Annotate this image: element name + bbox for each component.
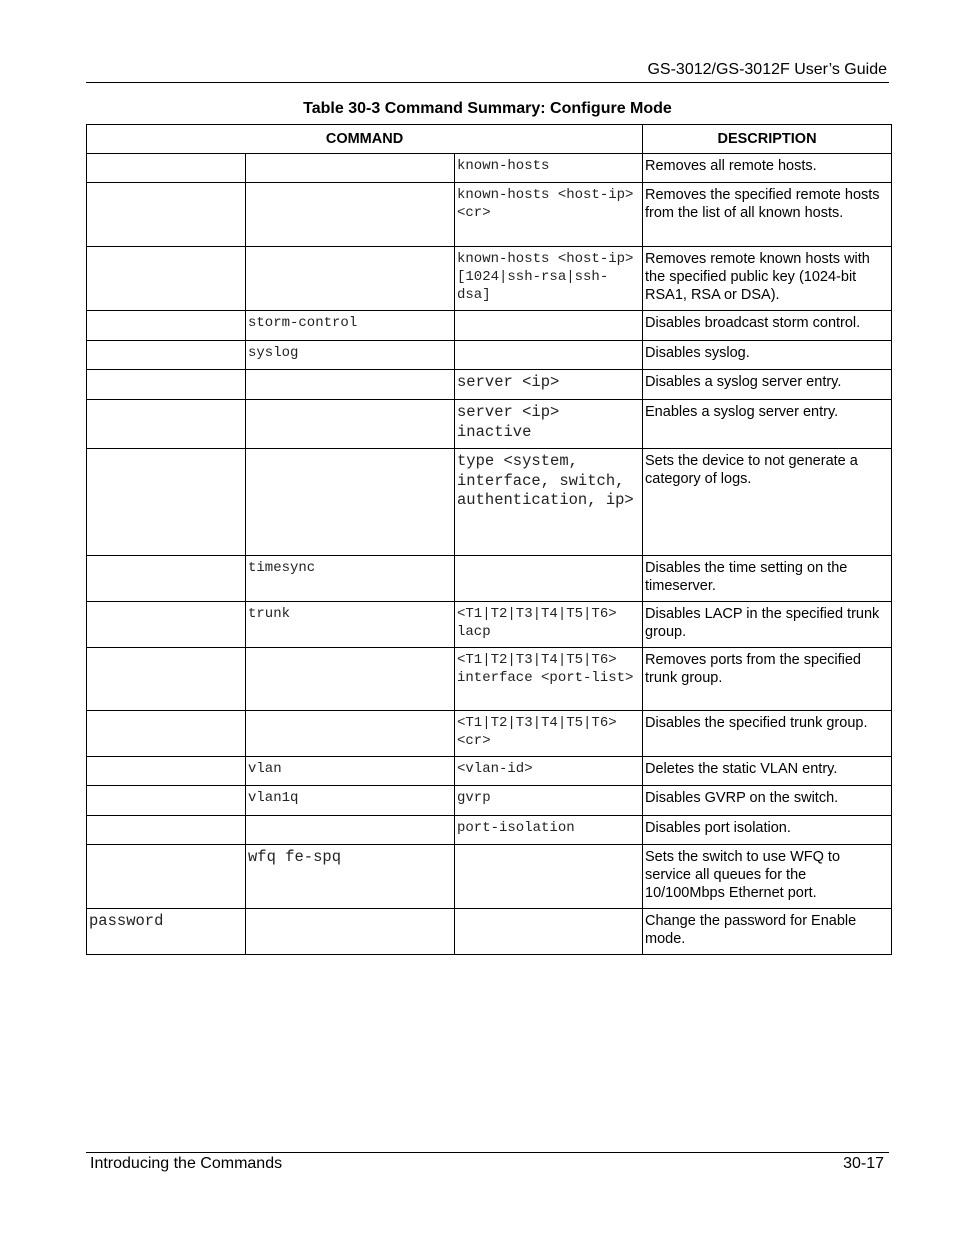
description-cell: Disables broadcast storm control. <box>643 311 892 341</box>
command-level-3-cell: known-hosts <host-ip> [1024|ssh-rsa|ssh-dsa] <box>455 247 643 311</box>
command-level-1-cell <box>87 449 246 556</box>
table-row <box>87 786 892 816</box>
footer-page-number: 30-17 <box>843 1155 884 1172</box>
table-row <box>87 341 892 370</box>
command-level-1-cell <box>87 370 246 400</box>
command-level-3-cell <box>455 311 643 341</box>
command-level-3-cell: <T1|T2|T3|T4|T5|T6> lacp <box>455 602 643 648</box>
command-level-2-cell: storm-control <box>246 311 455 341</box>
command-level-2-cell <box>246 909 455 955</box>
document-header-title: GS-3012/GS-3012F User’s Guide <box>647 61 887 78</box>
command-level-1-cell <box>87 816 246 845</box>
description-cell: Disables syslog. <box>643 341 892 370</box>
command-level-2-cell <box>246 711 455 757</box>
command-level-2-cell: vlan <box>246 757 455 786</box>
command-level-1-cell: password <box>87 909 246 955</box>
command-level-2-cell <box>246 247 455 311</box>
description-cell: Enables a syslog server entry. <box>643 400 892 449</box>
description-cell: Change the password for Enable mode. <box>643 909 892 955</box>
command-summary-table <box>86 124 892 955</box>
description-cell: Disables the specified trunk group. <box>643 711 892 757</box>
description-cell: Removes the specified remote hosts from the list of all known hosts. <box>643 183 892 247</box>
command-level-1-cell <box>87 154 246 183</box>
command-level-2-cell: syslog <box>246 341 455 370</box>
table-row <box>87 845 892 909</box>
description-cell: Sets the switch to use WFQ to service all queues for the 10/100Mbps Ethernet port. <box>643 845 892 909</box>
command-level-1-cell <box>87 341 246 370</box>
command-level-3-cell <box>455 341 643 370</box>
command-level-2-cell: trunk <box>246 602 455 648</box>
command-level-1-cell <box>87 183 246 247</box>
table-row <box>87 311 892 341</box>
command-level-3-cell <box>455 909 643 955</box>
description-cell: Deletes the static VLAN entry. <box>643 757 892 786</box>
command-level-3-cell <box>455 845 643 909</box>
table-row <box>87 648 892 711</box>
command-level-2-cell <box>246 400 455 449</box>
table-row <box>87 154 892 183</box>
command-level-3-cell: server <ip> inactive <box>455 400 643 449</box>
command-level-2-cell: wfq fe-spq <box>246 845 455 909</box>
command-level-1-cell <box>87 648 246 711</box>
footer-rule <box>86 1152 889 1153</box>
command-level-3-cell: gvrp <box>455 786 643 816</box>
command-level-1-cell <box>87 711 246 757</box>
table-row <box>87 183 892 247</box>
command-level-1-cell <box>87 602 246 648</box>
table-row <box>87 909 892 955</box>
command-level-1-cell <box>87 400 246 449</box>
description-cell: Disables the time setting on the timeserver. <box>643 556 892 602</box>
description-cell: Disables LACP in the specified trunk group. <box>643 602 892 648</box>
command-level-1-cell <box>87 556 246 602</box>
command-level-2-cell <box>246 449 455 556</box>
table-row <box>87 816 892 845</box>
table-row <box>87 449 892 556</box>
command-level-2-cell <box>246 816 455 845</box>
command-level-3-cell: known-hosts <host-ip> <cr> <box>455 183 643 247</box>
command-header: COMMAND <box>87 125 643 154</box>
command-level-3-cell: <vlan-id> <box>455 757 643 786</box>
command-level-2-cell <box>246 370 455 400</box>
description-cell: Disables GVRP on the switch. <box>643 786 892 816</box>
description-cell: Disables a syslog server entry. <box>643 370 892 400</box>
header-rule <box>86 82 889 83</box>
table-row <box>87 556 892 602</box>
command-level-2-cell <box>246 648 455 711</box>
table-row <box>87 602 892 648</box>
description-cell: Removes remote known hosts with the specified public key (1024-bit RSA1, RSA or DSA). <box>643 247 892 311</box>
command-level-2-cell <box>246 183 455 247</box>
command-level-2-cell: timesync <box>246 556 455 602</box>
description-cell: Sets the device to not generate a category of logs. <box>643 449 892 556</box>
description-cell: Removes all remote hosts. <box>643 154 892 183</box>
table-header-row <box>87 125 892 154</box>
description-cell: Removes ports from the specified trunk group. <box>643 648 892 711</box>
footer-section-title: Introducing the Commands <box>90 1155 283 1172</box>
command-level-3-cell: known-hosts <box>455 154 643 183</box>
table-row <box>87 247 892 311</box>
table-row <box>87 370 892 400</box>
table-row <box>87 757 892 786</box>
table-row <box>87 400 892 449</box>
command-level-1-cell <box>87 757 246 786</box>
command-level-1-cell <box>87 786 246 816</box>
command-level-3-cell: <T1|T2|T3|T4|T5|T6> interface <port-list> <box>455 648 643 711</box>
command-level-2-cell: vlan1q <box>246 786 455 816</box>
command-level-1-cell <box>87 845 246 909</box>
command-level-3-cell: type <system, interface, switch, authentication, ip> <box>455 449 643 556</box>
command-level-1-cell <box>87 311 246 341</box>
table-caption: Table 30-3 Command Summary: Configure Mode <box>303 100 672 117</box>
command-level-2-cell <box>246 154 455 183</box>
command-level-3-cell: server <ip> <box>455 370 643 400</box>
command-level-3-cell <box>455 556 643 602</box>
table-row <box>87 711 892 757</box>
table-body <box>87 154 892 955</box>
command-level-3-cell: port-isolation <box>455 816 643 845</box>
description-header: DESCRIPTION <box>643 125 892 154</box>
command-level-3-cell: <T1|T2|T3|T4|T5|T6> <cr> <box>455 711 643 757</box>
description-cell: Disables port isolation. <box>643 816 892 845</box>
command-level-1-cell <box>87 247 246 311</box>
